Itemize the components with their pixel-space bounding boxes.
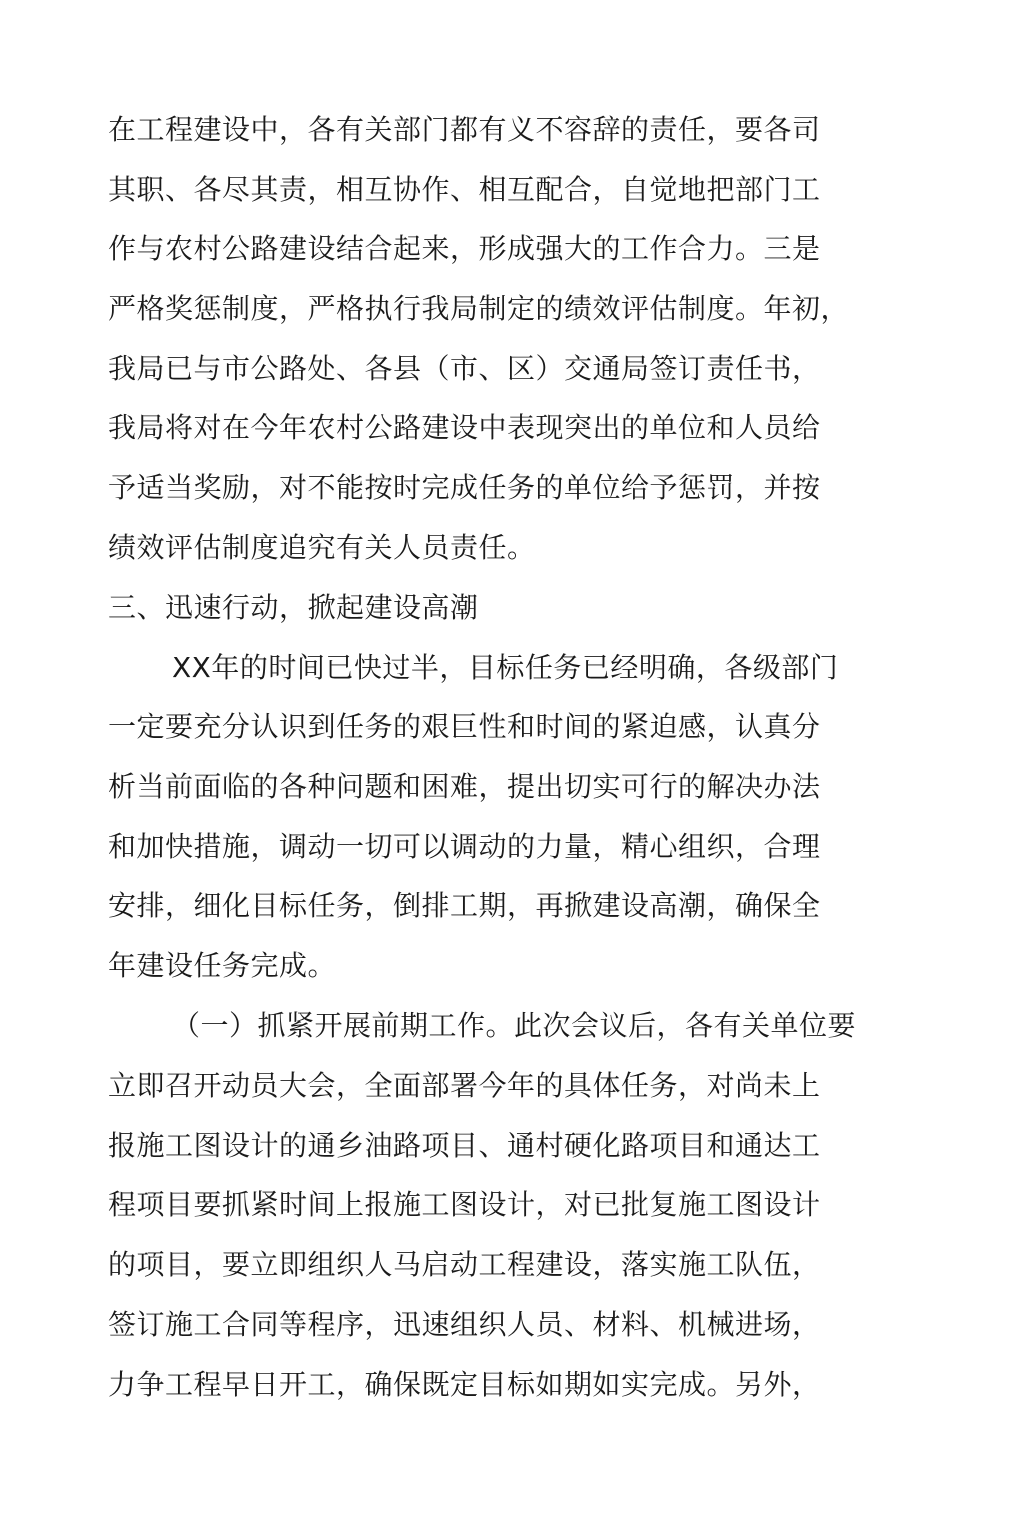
text-line: 严格奖惩制度，严格执行我局制定的绩效评估制度。年初， [108, 292, 850, 325]
text-line: 在工程建设中，各有关部门都有义不容辞的责任，要各司 [108, 113, 821, 146]
text-line: 年建设任务完成。 [108, 949, 337, 982]
text-line: 其职、各尽其责，相互协作、相互配合，自觉地把部门工 [108, 173, 821, 206]
text-line: 我局已与市公路处、各县（市、区）交通局签订责任书， [108, 352, 821, 385]
text-line: 绩效评估制度追究有关人员责任。 [108, 531, 536, 564]
text-line: 一定要充分认识到任务的艰巨性和时间的紧迫感，认真分 [108, 710, 821, 743]
text-line: 予适当奖励，对不能按时完成任务的单位给予惩罚，并按 [108, 471, 821, 504]
text-line: 签订施工合同等程序，迅速组织人员、材料、机械进场， [108, 1308, 821, 1341]
section-heading: 三、迅速行动，掀起建设高潮 [108, 591, 479, 624]
text-line: 立即召开动员大会，全面部署今年的具体任务，对尚未上 [108, 1069, 821, 1102]
text-line: 和加快措施，调动一切可以调动的力量，精心组织，合理 [108, 830, 821, 863]
subsection-line: （一）抓紧开展前期工作。此次会议后，各有关单位要 [172, 1009, 857, 1042]
text-line: 作与农村公路建设结合起来，形成强大的工作合力。三是 [108, 232, 821, 265]
text-line: 力争工程早日开工，确保既定目标如期如实完成。另外， [108, 1368, 821, 1401]
text-line: 报施工图设计的通乡油路项目、通村硬化路项目和通达工 [108, 1129, 821, 1162]
text-line: 析当前面临的各种问题和困难，提出切实可行的解决办法 [108, 770, 821, 803]
text-line: XX年的时间已快过半，目标任务已经明确，各级部门 [172, 651, 839, 684]
text-line: 程项目要抓紧时间上报施工图设计，对已批复施工图设计 [108, 1188, 821, 1221]
text-line: 我局将对在今年农村公路建设中表现突出的单位和人员给 [108, 411, 821, 444]
text-line: 的项目，要立即组织人马启动工程建设，落实施工队伍， [108, 1248, 821, 1281]
text-line: 安排，细化目标任务，倒排工期，再掀建设高潮，确保全 [108, 889, 821, 922]
